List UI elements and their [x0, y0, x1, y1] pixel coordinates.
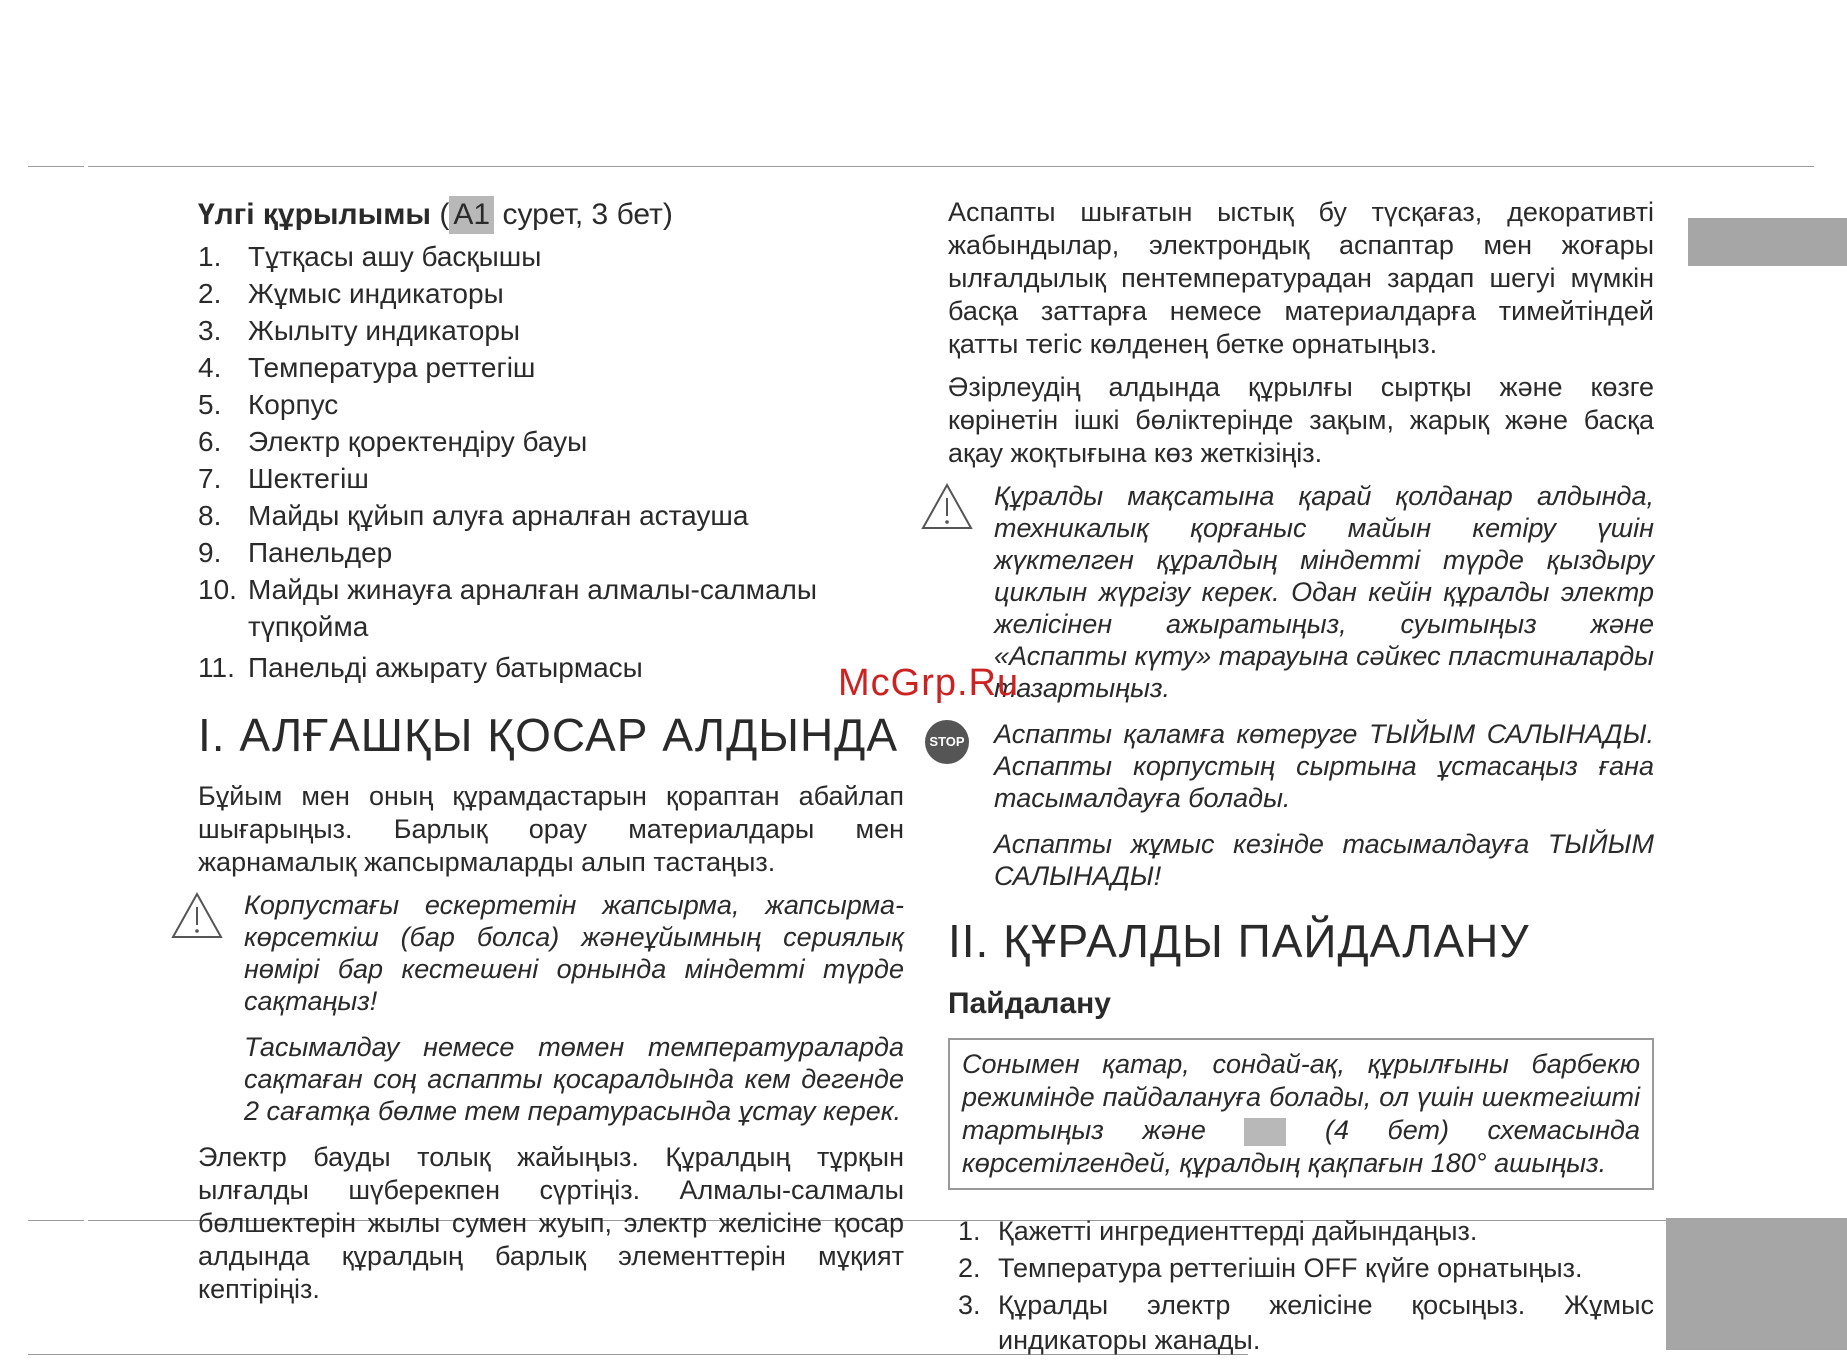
usage-steps-list [948, 1214, 1654, 1358]
left-column [198, 196, 904, 1316]
list-item: 11. Панельді ажырату батырмасы [198, 652, 643, 683]
list-item: 1. Қажетті ингредиенттерді дайындаңыз. [958, 1216, 1478, 1246]
stop-transport-text: Аспапты жұмыс кезінде тасымалдауға ТЫЙЫМ САЛЫНАДЫ! [994, 829, 1654, 891]
bottom-rule-left [28, 1220, 84, 1221]
unpacking-paragraph: Бұйым мен оның құрамдастарын қораптан абайлап шығарыңыз. Барлық орау материалдары мен жарнамалық жапсырмаларды алып тастаңыз. [198, 781, 904, 877]
warning-note-labels [198, 889, 904, 1127]
list-item: 6. Электр қоректендіру бауы [198, 426, 588, 457]
warning-triangle-icon [920, 482, 974, 532]
side-tab-bottom [1666, 1218, 1847, 1350]
placement-paragraph: Аспапты шығатын ыстық бу түсқағаз, декоративті жабындылар, электрондық аспаптар мен жоғары ылғалдылық пентемпературадан зардап шегуі мүмкін басқа заттарға немесе материалдарға тимейтіндей қатты тегіс көлденең бетке орнатыңыз. [948, 197, 1654, 359]
stop-carry-text: Аспапты қаламға көтеруге ТЫЙЫМ САЛЫНАДЫ. Аспапты корпустың сыртына ұстасаңыз ғана тасымалдауға болады. [994, 719, 1654, 813]
figure-a1-label: A1 [449, 196, 494, 234]
list-item: 10. Майды жинауға арналған алмалы-салмалы түпқойма [198, 574, 818, 642]
list-item: 7. Шектегіш [198, 463, 369, 494]
model-structure-title [198, 196, 904, 234]
list-item: 8. Майды құйып алуға арналған астауша [198, 500, 749, 531]
list-item: 2. Температура реттегішін OFF күйге орнатыңыз. [958, 1253, 1583, 1283]
model-title-text: Үлгі құрылымы [198, 198, 432, 231]
list-item: 3. Жылыту индикаторы [198, 315, 521, 346]
top-rule-left [28, 166, 84, 167]
section-1-heading: I. АЛҒАШҚЫ ҚОСАР АЛДЫНДА [198, 709, 899, 761]
stop-note [929, 718, 1654, 892]
section-2-heading: II. ҚҰРАЛДЫ ПАЙДАЛАНУ [948, 915, 1530, 967]
barbecue-mode-box [948, 1038, 1654, 1190]
list-item: 2. Жұмыс индикаторы [198, 278, 504, 309]
list-item: 5. Корпус [198, 389, 339, 420]
model-title-open: ( [439, 198, 450, 231]
side-tab-top [1688, 218, 1847, 266]
cleaning-paragraph: Электр бауды толық жайыңыз. Құралдың тұрқын ылғалды шүберекпен сүртіңіз. Алмалы-салмалы бөлшектерін жылы сумен жуып, электр желісіне қосар алдында құралдың барлық элементтерін мұқият кептіріңіз. [198, 1142, 904, 1304]
list-item: 1. Тұтқасы ашу басқышы [198, 241, 542, 272]
warning-heating-text: Құралды мақсатына қарай қолданар алдында, техникалық қорғаныс майын кетіру үшін жүктелген құралдың міндетті түрде қыздыру циклын жүргізу керек. Одан кейін құралды электр желісінен ажыратыңыз, суытыңыз және «Аспапты күту» тарауына сәйкес пластиналарды тазартыңыз. [994, 481, 1654, 703]
list-item: 3. Құралды электр желісіне қосыңыз. Жұмыс индикаторы жанады. [958, 1290, 1654, 1355]
usage-subheading: Пайдалану [948, 987, 1111, 1020]
inspection-paragraph: Әзірлеудің алдында құрылғы сыртқы және көзге көрінетін ішкі бөліктерінде зақым, жарық және басқа ақау жоқтығына көз жеткізіңіз. [948, 372, 1654, 468]
warning-labels-text: Корпустағы ескертетін жапсырма, жапсырма-көрсеткіш (бар болса) жәнеұйымның сериялық нөмірі бар кестешені орнында міндетті түрде сақтаңыз! [244, 890, 904, 1016]
list-item: 9. Панельдер [198, 537, 393, 568]
model-figure-ref: сурет, 3 бет) [502, 198, 673, 231]
barbecue-mode-text: Сонымен қатар, сондай-ақ, құрылғыны барбекю режимінде пайдалануға болады, ол үшін шектегішті тартыңыз және (4 бет) схемасында көрсетілгендей, құралдың қақпағын 180° ашыңыз. [962, 1049, 1640, 1178]
list-item: 4. Температура реттегіш [198, 352, 536, 383]
top-rule [88, 166, 1814, 167]
warning-note-heating [948, 480, 1654, 704]
warning-triangle-icon [170, 891, 224, 941]
stop-icon: STOP [925, 720, 969, 764]
parts-list [198, 238, 904, 686]
warning-temperature-text: Тасымалдау немесе төмен температураларда сақтаған соң аспапты қосаралдында кем дегенде 2 сағатқа бөлме тем пературасында ұстау керек. [244, 1032, 904, 1126]
watermark: McGrp.Ru [838, 662, 1020, 704]
figure-ref-box [1244, 1118, 1286, 1146]
